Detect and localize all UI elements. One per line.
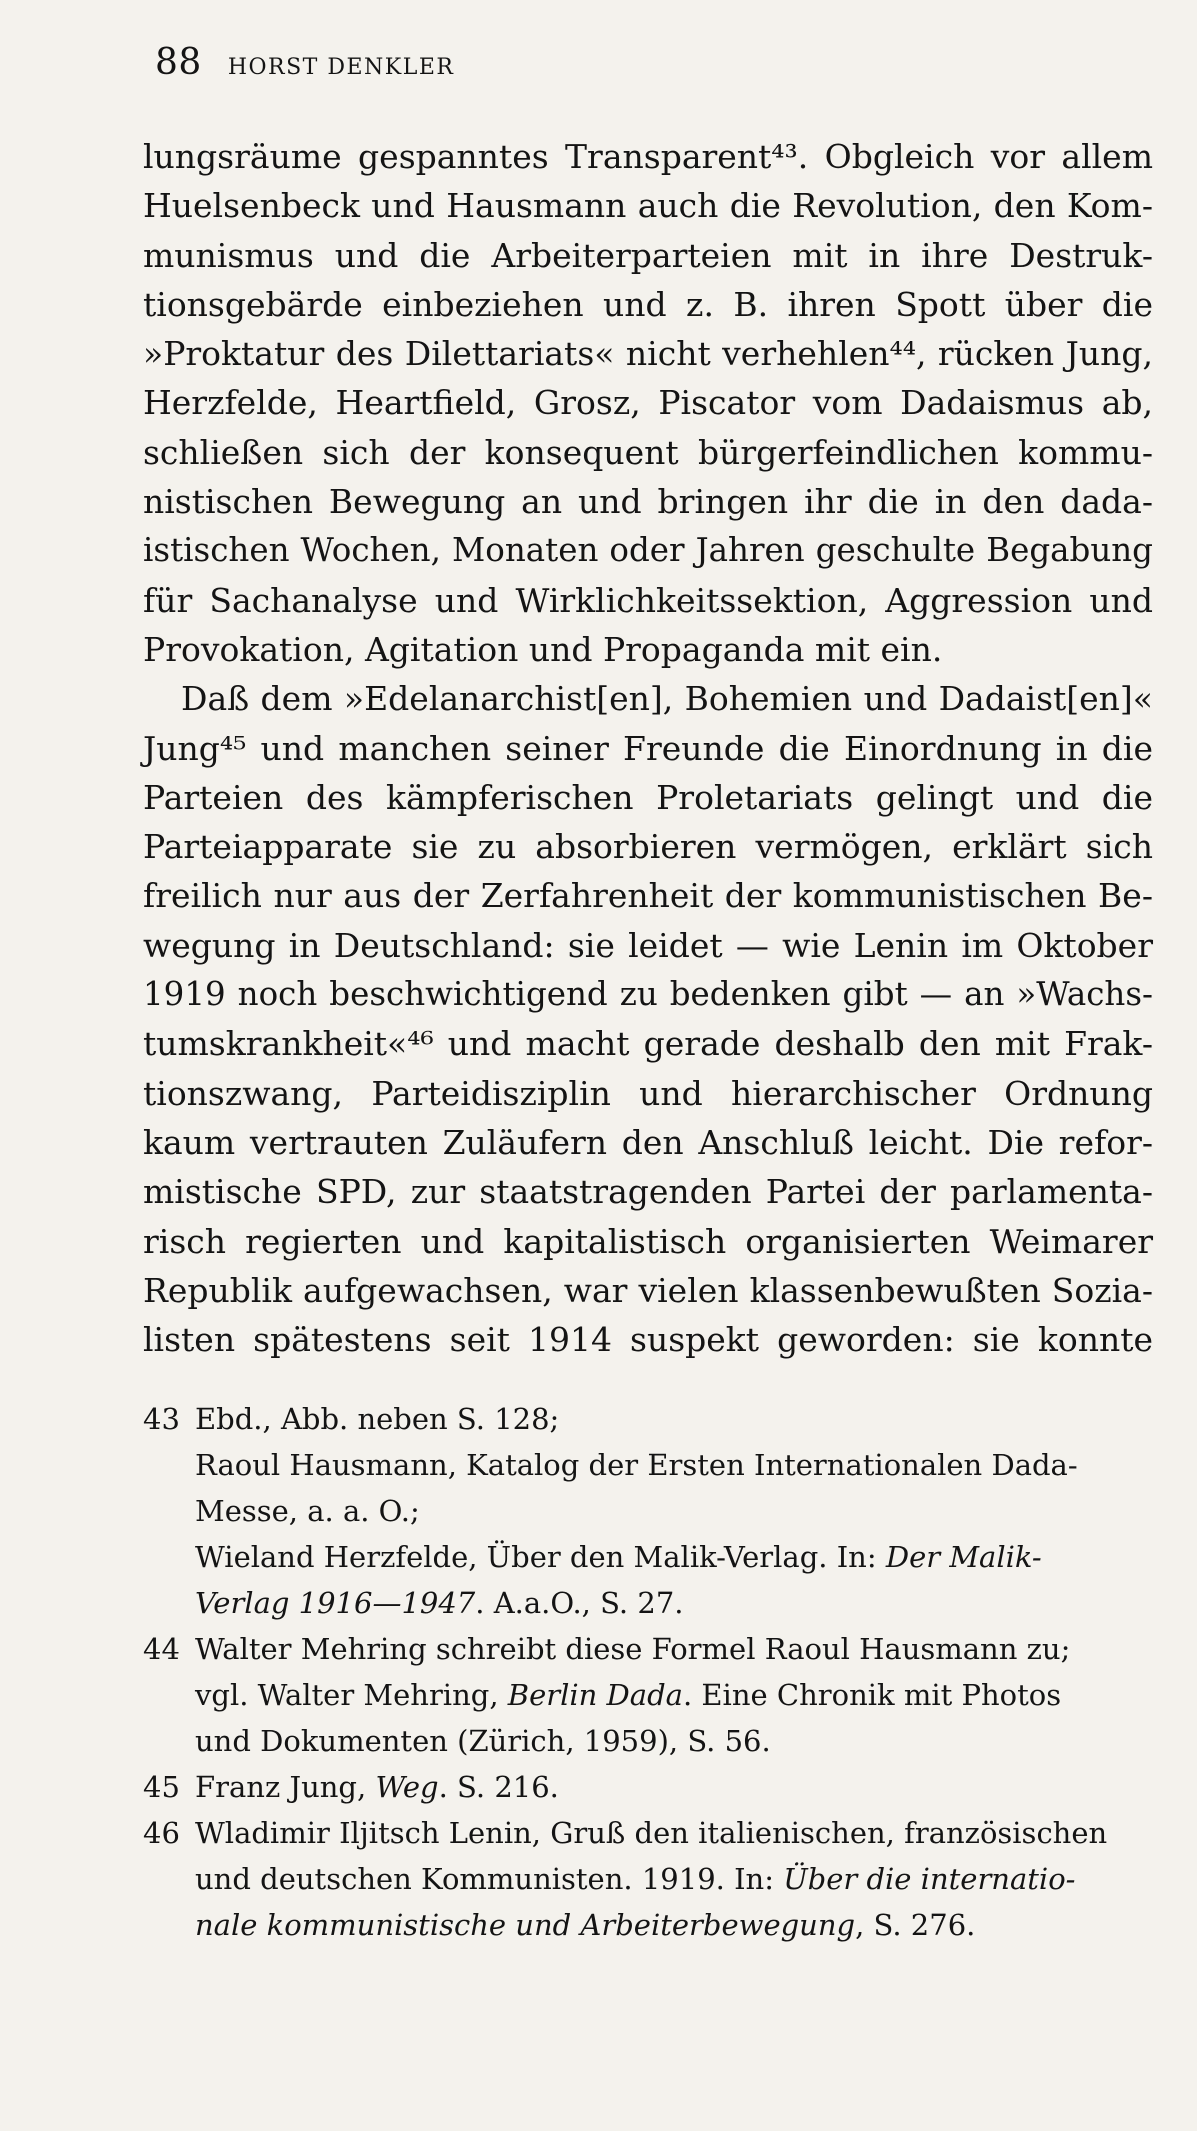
body-line: Daß dem »Edelanarchist[en], Bohemien und Dadaist[en]« [181,679,1153,719]
footnote-text: . Eine Chronik mit Photos [682,1678,1062,1712]
footnote-title: Berlin Dada [507,1678,683,1712]
footnote-title: nale kommunistische und Arbeiterbewegung [195,1908,856,1942]
footnote-number: 44 [143,1632,180,1666]
running-head [155,42,454,83]
footnote-44 [143,1626,1153,1672]
footnote-44-line: und Dokumenten (Zürich, 1959), S. 56. [195,1724,771,1758]
body-line: nistischen Bewegung an und bringen ihr die in den dada- [143,482,1153,522]
footnote-title: Der Malik- [885,1540,1042,1574]
footnote-text: Franz Jung, [195,1770,376,1804]
footnote-title: Weg [375,1770,439,1804]
body-line: »Proktatur des Dilettariats« nicht verhehlen⁴⁴, rücken Jung, [143,334,1153,374]
footnote-number: 46 [143,1816,180,1850]
body-line: mistische SPD, zur staatstragenden Partei der parlamenta- [143,1172,1153,1212]
footnote-number: 45 [143,1770,180,1804]
body-line: Provokation, Agitation und Propaganda mit ein. [143,629,943,669]
footnote-text: Ebd., Abb. neben S. 128; [195,1402,560,1436]
body-line: istischen Wochen, Monaten oder Jahren geschulte Begabung [143,531,1153,570]
body-line: Parteien des kämpferischen Proletariats gelingt und die [143,777,1153,817]
page-number: 88 [155,42,202,83]
footnote-43-line [143,1580,1153,1626]
body-line: für Sachanalyse und Wirklichkeitssektion, Aggression und [143,580,1153,620]
body-line: schließen sich der konsequent bürgerfeindlichen kommu- [143,432,1153,472]
body-text [143,132,1153,1364]
footnote-text: und deutschen Kommunisten. 1919. In: [195,1862,784,1896]
body-line: risch regierten und kapitalistisch organisierten Weimarer [143,1221,1153,1261]
body-line: wegung in Deutschland: sie leidet — wie Lenin im Oktober [143,925,1153,965]
body-line: Republik aufgewachsen, war vielen klassenbewußten Sozia- [143,1270,1153,1310]
footnote-46-line [143,1856,1153,1902]
body-line: Jung⁴⁵ und manchen seiner Freunde die Einordnung in die [143,728,1153,768]
body-line: Herzfelde, Heartfield, Grosz, Piscator vom Dadaismus ab, [143,383,1153,423]
footnote-number: 43 [143,1402,180,1436]
footnote-text: Wieland Herzfelde, Über den Malik-Verlag. In: [195,1540,886,1574]
footnotes [143,1396,1153,1948]
body-line: lungsräume gespanntes Transparent⁴³. Obgleich vor allem [143,137,1153,176]
footnote-43 [143,1396,1153,1442]
body-line: Parteiapparate sie zu absorbieren vermögen, erklärt sich [143,827,1153,867]
body-line: Huelsenbeck und Hausmann auch die Revolution, den Kom- [143,186,1153,226]
footnote-text: Walter Mehring schreibt diese Formel Raoul Hausmann zu; [195,1632,1071,1666]
footnote-43-line: Raoul Hausmann, Katalog der Ersten Internationalen Dada- [195,1448,1078,1482]
body-line: kaum vertrauten Zuläufern den Anschluß leicht. Die refor- [143,1122,1153,1162]
footnote-text: . S. 216. [438,1770,559,1804]
body-line: tumskrankheit«⁴⁶ und macht gerade deshalb den mit Frak- [143,1024,1153,1064]
body-line: tionszwang, Parteidisziplin und hierarchischer Ordnung [143,1073,1153,1113]
footnote-title: Über die internatio- [783,1862,1076,1896]
footnote-title: Verlag 1916—1947 [195,1586,476,1620]
footnote-43-line: Messe, a. a. O.; [195,1494,420,1528]
body-line: freilich nur aus der Zerfahrenheit der kommunistischen Be- [143,876,1153,916]
footnote-44-line [143,1672,1153,1718]
body-line: 1919 noch beschwichtigend zu bedenken gibt — an »Wachs- [143,975,1153,1014]
footnote-45 [143,1764,1153,1810]
footnote-text: , S. 276. [855,1908,976,1942]
footnote-text: Wladimir Iljitsch Lenin, Gruß den italienischen, französischen [195,1816,1108,1850]
footnote-43-line [143,1534,1153,1580]
body-line: listen spätestens seit 1914 suspekt geworden: sie konnte [143,1320,1153,1360]
running-head-author: HORST DENKLER [227,55,455,80]
body-line: munismus und die Arbeiterparteien mit in ihre Destruk- [143,235,1153,275]
footnote-text: vgl. Walter Mehring, [195,1678,508,1712]
footnote-46 [143,1810,1153,1856]
body-line: tionsgebärde einbeziehen und z. B. ihren Spott über die [143,284,1153,324]
footnote-46-line [143,1902,1153,1948]
footnote-text: . A.a.O., S. 27. [475,1586,684,1620]
